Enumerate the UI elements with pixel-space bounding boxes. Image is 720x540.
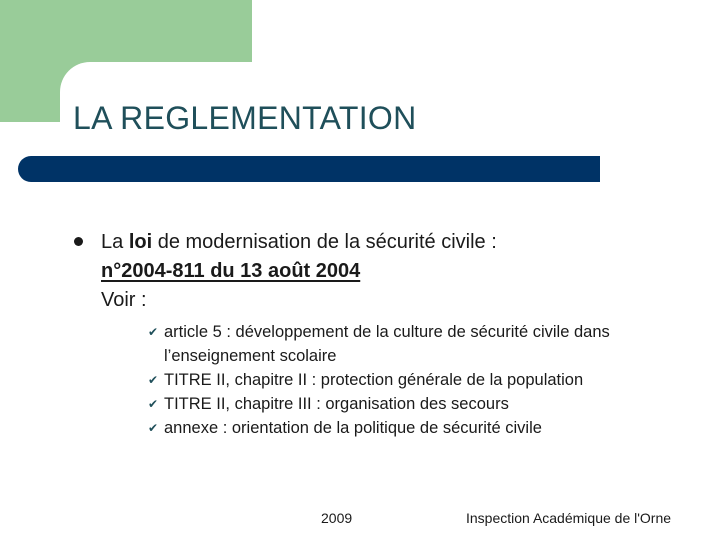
checkmark-bullet-icon: ✔	[148, 373, 159, 387]
list-item: ✔ article 5 : développement de la culture de sécurité civile dans l’enseignement scolaire	[134, 320, 674, 368]
main-line-1: La loi de modernisation de la sécurité civile :	[101, 231, 497, 253]
checkmark-bullet-icon: ✔	[148, 325, 159, 339]
law-reference: n°2004-811 du 13 août 2004	[101, 260, 361, 282]
list-item: ✔ TITRE II, chapitre II : protection générale de la population	[134, 368, 674, 392]
slide-title: LA REGLEMENTATION	[73, 100, 417, 136]
list-item: ✔ annexe : orientation de la politique de sécurité civile	[134, 416, 674, 440]
sub-bullet-list	[134, 320, 674, 440]
footer-organization: Inspection Académique de l'Orne	[466, 510, 672, 526]
checkmark-bullet-icon: ✔	[148, 397, 159, 411]
footer-year: 2009	[321, 510, 353, 526]
list-item: ✔ TITRE II, chapitre III : organisation des secours	[134, 392, 674, 416]
title-underline-bar	[18, 156, 600, 182]
law-keyword: loi	[128, 231, 153, 253]
round-bullet-icon	[74, 237, 83, 246]
main-bullet-text	[101, 228, 497, 315]
main-line-3: Voir :	[101, 289, 147, 311]
checkmark-bullet-icon: ✔	[148, 421, 159, 435]
